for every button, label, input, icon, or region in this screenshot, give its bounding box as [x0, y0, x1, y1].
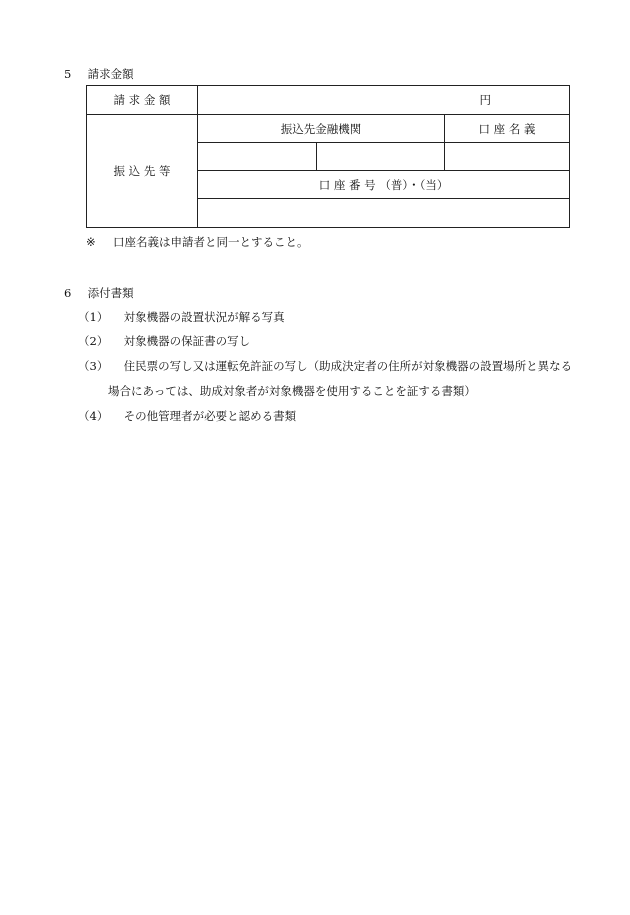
section-5-title: 請求金額	[87, 67, 134, 81]
bank-header-text: 振込先金融機関	[280, 121, 362, 136]
section-6-number: 6	[64, 286, 72, 300]
attachment-item-text: 対象機器の設置状況が解る写真	[123, 310, 285, 324]
section-6-title: 添付書類	[87, 286, 134, 300]
claim-table	[86, 85, 570, 228]
transfer-label-text: 振 込 先 等	[113, 164, 171, 178]
attachment-item-text: 対象機器の保証書の写し	[123, 334, 251, 348]
attachment-item-number: （3）	[78, 359, 109, 373]
attachment-item-text: その他管理者が必要と認める書類	[123, 409, 297, 423]
claim-amount-label-text: 請 求 金 額	[113, 93, 171, 107]
section-6-heading	[64, 285, 134, 301]
claim-amount-label	[87, 86, 198, 115]
account-holder-note	[86, 234, 308, 250]
account-holder-cell[interactable]	[445, 143, 570, 171]
attachment-item-number: （4）	[78, 409, 109, 423]
section-5-heading	[64, 66, 134, 82]
attachment-item-text: 住民票の写し又は運転免許証の写し（助成決定者の住所が対象機器の設置場所と異なる	[123, 359, 573, 373]
transfer-header-row	[87, 115, 570, 143]
account-holder-header-text: 口 座 名 義	[478, 121, 536, 136]
bank-header	[198, 115, 445, 143]
attachment-item-number: （1）	[78, 310, 109, 324]
bank-name-cell[interactable]	[198, 143, 317, 171]
attachment-item	[78, 333, 250, 349]
attachment-item	[78, 358, 572, 374]
section-5-number: 5	[64, 67, 72, 81]
account-number-header	[198, 171, 570, 199]
note-mark: ※	[86, 235, 96, 249]
branch-name-cell[interactable]	[317, 143, 445, 171]
account-number-cell[interactable]	[198, 199, 570, 228]
attachment-item-continuation-text: 場合にあっては、助成対象者が対象機器を使用することを証する書類）	[108, 384, 476, 398]
account-number-header-text: 口 座 番 号 （普）・（当）	[318, 177, 449, 192]
attachment-item	[78, 309, 285, 325]
claim-amount-row	[87, 86, 570, 115]
claim-unit: 円	[479, 93, 492, 107]
attachment-item-continuation	[108, 383, 476, 399]
note-text: 口座名義は申請者と同一とすること。	[112, 235, 309, 249]
account-holder-header	[445, 115, 570, 143]
transfer-label	[87, 115, 198, 228]
claim-amount-cell[interactable]	[198, 86, 570, 115]
attachment-item	[78, 408, 296, 424]
attachment-item-number: （2）	[78, 334, 109, 348]
